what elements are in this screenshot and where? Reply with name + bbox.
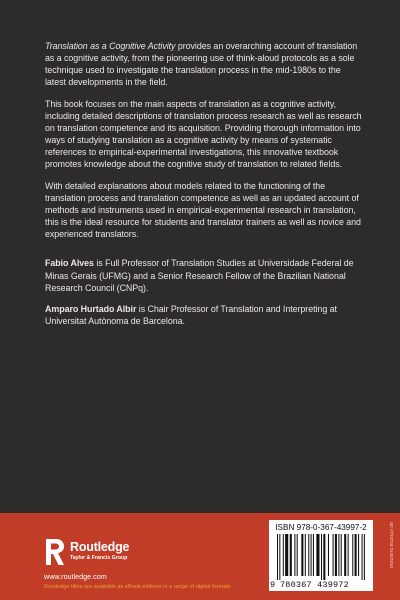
barcode-box bbox=[269, 520, 373, 591]
author-bio-1-text: is Full Professor of Translation Studies at Universidade Federal de Minas Gerais (UFMG) and a Senior Research Fellow of the Brazilian National Research Council (CNPq). bbox=[45, 258, 354, 293]
publisher-name: Routledge bbox=[70, 540, 130, 554]
publisher-logo bbox=[44, 537, 164, 567]
publisher-website[interactable]: www.routledge.com bbox=[44, 572, 107, 581]
blurb-text bbox=[45, 40, 363, 336]
author-name-1: Fabio Alves bbox=[45, 258, 94, 269]
author-bio-2 bbox=[45, 303, 363, 327]
barcode-icon bbox=[277, 534, 365, 580]
blurb-paragraph-2: This book focuses on the main aspects of translation as a cognitive activity, including detailed descriptions of translation process research as well as research on translation competence and its acquisition. Providing thorough information into ways of studying translation as a cognitive activity by means of systematic references to empirical-experimental investigations, this innovative textbook promotes knowledge about the cognitive study of translation to related fields. bbox=[45, 98, 362, 170]
book-title-italic: Translation as a Cognitive Activity bbox=[45, 41, 176, 51]
author-bio-1 bbox=[45, 257, 363, 293]
ebook-footnote: Routledge titles are available as eBook editions in a range of digital formats bbox=[44, 584, 231, 590]
barcode-first-digit: 9 bbox=[270, 580, 276, 590]
author-name-2: Amparo Hurtado Albir bbox=[45, 303, 137, 314]
blurb-paragraph-1 bbox=[45, 40, 363, 89]
publisher-group: Taylor & Francis Group bbox=[70, 555, 128, 561]
informa-side-text: an informa business bbox=[388, 522, 394, 569]
blurb-paragraph-1-text: provides an overarching account of translation as a cognitive activity, from the pioneering use of think-aloud protocols as a sole technique used to investigate the translation process in the mid-1980s to the latest developments in the field. bbox=[45, 41, 358, 88]
isbn-label: ISBN 978-0-367-43997-2 bbox=[275, 523, 367, 532]
blurb-paragraph-3: With detailed explanations about models related to the functioning of the translation process and translation competence as well as an updated account of methods and instruments used in empirical-experimental research in translation, this is the ideal resource for students and translator trainers as well as novice and experienced translators. bbox=[45, 180, 361, 240]
barcode-digits: 780367 439972 bbox=[280, 580, 349, 590]
routledge-r-icon bbox=[44, 537, 66, 567]
author-bio-2-text: is Chair Professor of Translation and Interpreting at Universitat Autònoma de Barcelona. bbox=[45, 303, 337, 326]
